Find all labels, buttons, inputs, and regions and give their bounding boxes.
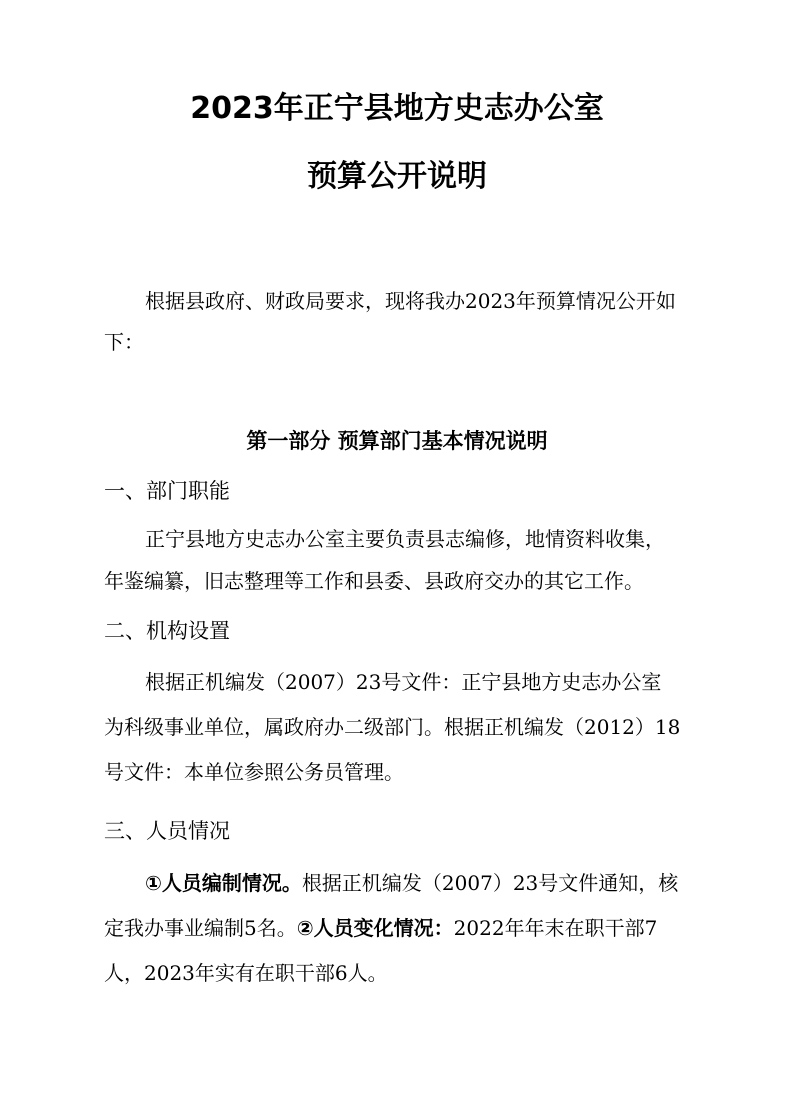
section2-line1: 根据正机编发（2007）23号文件：正宁县地方史志办公室 <box>145 670 662 694</box>
staffing-quota-continued: 定我办事业编制5名。 <box>104 916 297 940</box>
intro-line2: 下： <box>104 330 144 354</box>
section3-heading: 三、人员情况 <box>104 819 230 843</box>
section2-heading: 二、机构设置 <box>104 619 230 643</box>
section3-line3: 人，2023年实有在职干部6人。 <box>104 961 388 985</box>
section1-line2: 年鉴编纂，旧志整理等工作和县委、县政府交办的其它工作。 <box>104 569 644 593</box>
part1-heading: 第一部分 预算部门基本情况说明 <box>246 429 548 453</box>
staffing-change-text: 2022年年末在职干部7 <box>453 916 658 940</box>
section3-line1 <box>145 868 678 898</box>
section1-heading: 一、部门职能 <box>104 479 230 503</box>
staffing-change-label: ②人员变化情况： <box>296 916 454 940</box>
section2-line3: 号文件：本单位参照公务员管理。 <box>104 760 404 784</box>
section2-line2: 为科级事业单位，属政府办二级部门。根据正机编发（2012）18 <box>104 715 681 739</box>
section3-line2 <box>104 913 657 943</box>
intro-line1: 根据县政府、财政局要求，现将我办2023年预算情况公开如 <box>145 289 676 313</box>
document-title-line1: 2023年正宁县地方史志办公室 <box>190 91 604 126</box>
staffing-quota-text: 根据正机编发（2007）23号文件通知，核 <box>301 871 679 895</box>
section1-line1: 正宁县地方史志办公室主要负责县志编修，地情资料收集， <box>145 527 665 551</box>
staffing-quota-label: ①人员编制情况。 <box>145 871 302 895</box>
document-title-line2: 预算公开说明 <box>307 159 487 194</box>
